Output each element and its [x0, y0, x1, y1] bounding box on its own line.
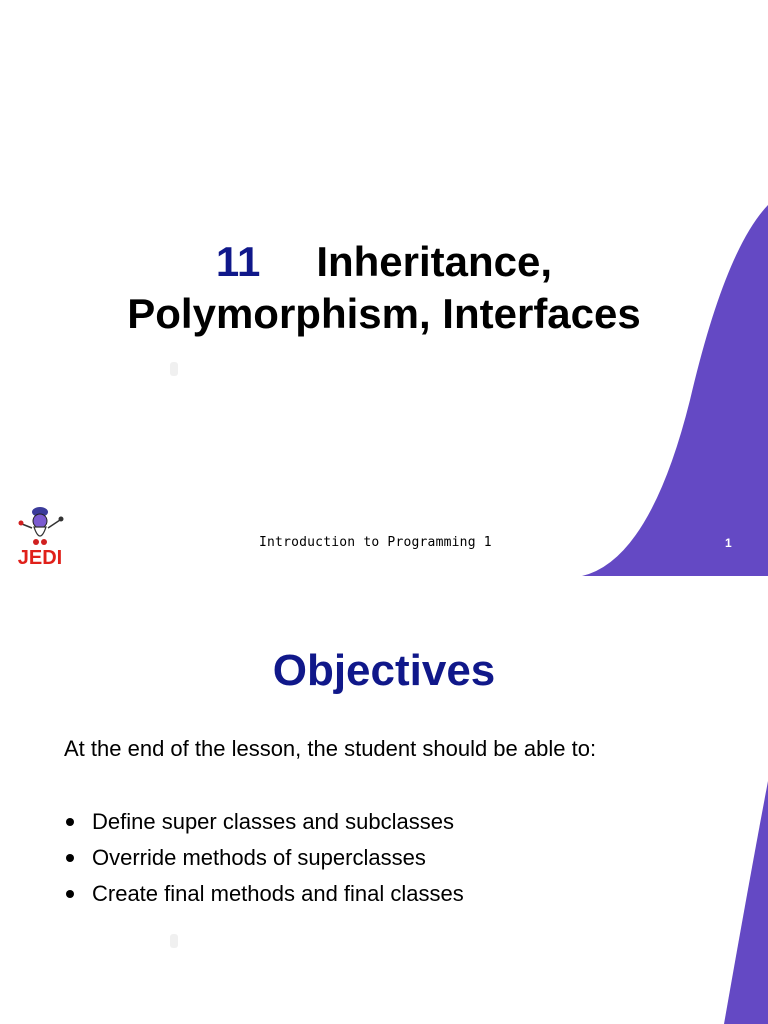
list-item-text: Define super classes and subclasses — [92, 809, 454, 834]
list-item — [64, 804, 464, 840]
bullet-icon — [66, 890, 74, 898]
objectives-intro: At the end of the lesson, the student should be able to: — [64, 736, 597, 761]
logo-text: JEDI — [17, 547, 63, 569]
chapter-number: 11 — [215, 238, 261, 285]
list-item-text: Create final methods and final classes — [92, 881, 464, 906]
objectives-title: Objectives — [272, 646, 496, 695]
purple-curve-decoration — [0, 576, 768, 1024]
faint-mark — [170, 934, 178, 948]
title-line-2: Polymorphism, Interfaces — [127, 290, 641, 337]
jedi-logo — [4, 500, 76, 572]
title-line-1: Inheritance, — [316, 238, 553, 285]
slide-title — [0, 236, 768, 340]
list-item-text: Override methods of superclasses — [92, 845, 426, 870]
list-item — [64, 840, 464, 876]
page-number: 1 — [725, 536, 732, 550]
objectives-slide — [0, 576, 768, 1024]
list-item — [64, 876, 464, 912]
footer-course-title: Introduction to Programming 1 — [259, 535, 492, 550]
objectives-list — [64, 804, 464, 912]
faint-mark — [170, 362, 178, 376]
bullet-icon — [66, 854, 74, 862]
bullet-icon — [66, 818, 74, 826]
